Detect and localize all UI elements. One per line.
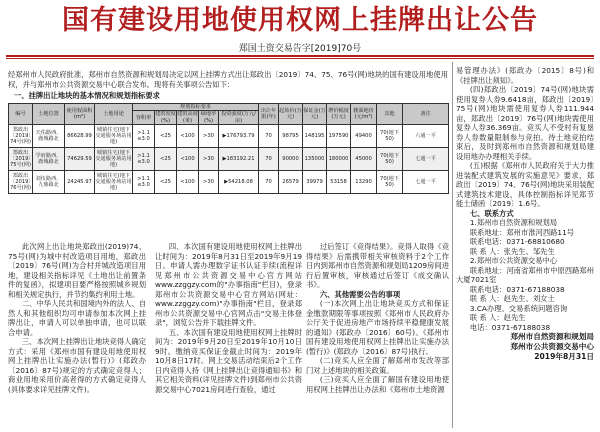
cell-green: >30 [199,171,219,194]
cell-term: 70 [259,125,279,148]
contact-line: 联系电话：0371-67188038 [469,284,565,294]
cell-term: 70 [259,171,279,194]
cell-no: 郑政出〔2019〕76号(网) [9,171,33,194]
contact-line: 联 系 人：赵先生 [469,313,526,322]
cell-deposit: 39979 [303,171,327,194]
paragraph: 过后签订《竞得结果》。竞得人取得《竞得结果》后需携带相关审核资料于2个工作日内到郑州市自然资源和规划局1209房间进行后置审核，审核通过后签订《成交确认书》。 [306,242,449,289]
cell-increment: 180000 [327,148,351,171]
cell-other: 70(地下50) [377,148,403,171]
contact-line: 2.郑州市公共资源交易中心 [469,256,558,265]
cell-note: 七通一平 [403,171,449,194]
paragraph: 二、中华人民共和国境内外的法人、自然人和其他组织均可申请参加本次网上挂牌出让，申请人可以单独申请，也可以联合申请。 [8,299,146,337]
cell-location: 天佑路西、鹿城路北 [33,125,65,148]
notice-doc-number: 郑国土资交易告字[2019]70号 [238,44,362,54]
th-use: 土地用途 [95,104,133,125]
cell-height: <100 [177,148,199,171]
th-no: 编号 [9,104,33,125]
cell-far: >1.1 ≤3.0 [133,148,155,171]
signature-line: 郑州市自然资源和规划局 [510,332,594,341]
cell-increment: 53158 [327,171,351,194]
th-invest: 投资强度(万元/亩) [219,111,259,125]
paragraph: 五、本次国有建设用地使用权网上挂牌时间为：2019年9月20日至2019年10月10日9时。缴纳竞买保证金截止时间为：2019年10月8日17时。网上交易活动结束后2个工作日内竞得人持《网上挂牌出让竞得通知书》和其它相关资料(详见挂牌文件)到郑州市公共资源交易中心7021房间进行查验，通过 [155,327,302,394]
title-rule-thick [6,55,594,57]
contact-line: 3.CA办理、交易系统问题咨询 [469,303,568,313]
cell-density: <25 [155,125,177,148]
cell-price-per-m2: 45000 [351,148,377,171]
th-term: 出让年限(年) [259,104,279,125]
paragraph: (二)竞买人应全面了解郑州市发改等部门对上述地块的相关政策。 [306,356,449,375]
cell-invest: ▶54218.08 [219,171,259,194]
cell-note: 六通一平 [403,125,449,148]
paragraph: (一)本次网上出让地块竞买方式和保证金缴款期限等事项按照《郑州市人民政府办公厅关于促进房地产市场持续平稳健康发展的通知》(郑政办〔2016〕60号)、《郑州市国有建设用地使用权网上挂牌出让实施办法(暂行)》(郑政办〔2016〕87号)执行。 [306,299,449,356]
cell-invest: ▶183192.21 [219,148,259,171]
notice-intro: 经郑州市人民政府批准，郑州市自然资源和规划局决定以网上挂牌方式出让郑政出〔2019〕74、75、76号(网)地块的国有建设用地使用权，并与郑州市公共资源交易中心联合发布。现将有关事项公告如下： [8,70,448,89]
cell-note: 七通一平 [403,148,449,171]
cell-no: 郑政出〔2019〕75号(网) [9,148,33,171]
cell-density: <25 [155,148,177,171]
cell-price-per-m2: 13290 [351,171,377,194]
cell-green: >30 [199,148,219,171]
cell-start-price: 98795 [279,125,303,148]
cell-deposit: 135000 [303,148,327,171]
cell-deposit: 148195 [303,125,327,148]
text-column-1 [8,242,146,394]
paragraph: (四)郑政出〔2019〕74号(网)地块需使用复券人券9.6418亩，郑政出〔2019〕75号(网)地块需使用复券人券111.944亩，郑政出〔2019〕76号(网)地块需使用复券人券36.369亩。竞买人不受村有复垦券人券数量限制参与竞拍。待土地竞拍结束后，及时到郑州市自然资源和规划局建设用地办办理相关手续。 [456,85,594,161]
cell-invest: ▶176793.79 [219,125,259,148]
cell-far: >1.1 ≤3.0 [133,125,155,148]
cell-green: >30 [199,125,219,148]
paragraph: (三)竞买人应全面了解国有建设用地使用权网上挂牌出让办法和《郑州市土地资源 [306,375,449,394]
cell-area: 74629.59 [65,148,95,171]
contact-heading: 七、联系方式 [469,208,514,218]
th-deposit: 保证金(万元) [303,104,327,125]
text-column-2 [155,242,302,394]
contact-line: 联 系 人：张先生、邹先生 [469,246,555,256]
contact-line: 联 系 人：赵先生、刘女士 [469,294,555,303]
cell-no: 郑政出〔2019〕74号(网) [9,125,33,148]
th-price-per-m2: 楼面地价(元/m²) [351,104,377,125]
th-height: 建筑高度(米) [177,111,198,124]
th-increment: 增价幅度(万元) [327,104,351,125]
land-parcel-table [8,103,449,194]
cell-use: 城镇住宅(地下交通服务场站用地) [95,148,133,171]
cell-area: 24245.97 [65,171,95,194]
contact-line: 联系地址：河南省郑州市中原西路郑州大厦7021室 [456,265,594,284]
cell-density: <25 [155,171,177,194]
table-row [9,171,449,194]
section-1-heading: 一、挂牌出让地块的基本情况和规划指标要求 [14,91,160,100]
cell-start-price: 26579 [279,171,303,194]
title-rule-thin [6,58,594,59]
paragraph: 此次网上出让地块郑政出(2019)74、75号(网)为城中村改造项目用地，郑政出〔2019〕76号(网)为合村并城改造项目用地，建设相关指标详见《土地出让前置条件的复函》，拟建项目要严格按照城乡规划和相关规定执行，并节约集约利用土地。 [8,242,146,299]
contact-line: 电话：0371-67188038 [469,322,551,332]
section-heading: 六、其他需要公告的事项 [319,289,401,299]
cell-location: 刘伍路西、九鼎路北 [33,171,65,194]
th-planning: 规划指标要求 [133,104,259,111]
cell-other: 70(地下50) [377,125,403,148]
notice-title: 国有建设用地使用权网上挂牌出让公告 [62,5,538,36]
paragraph: (五)根据《郑州市人民政府关于大力推进装配式建筑发展的实施意见》要求，郑政出〔2019〕74、76号(网)地块采用装配式建筑技术建设，具体控制指标详见郑节能土储函〔2019〕1.6号。 [456,161,594,208]
th-location: 土地位置 [33,104,65,125]
signature-line: 2019年8月31日 [534,351,594,361]
cell-use: 城镇住宅(地下交通服务场站用地) [95,125,133,148]
cell-other: 70(地下50) [377,171,403,194]
cell-height: <100 [177,171,199,194]
cell-area: 86628.99 [65,125,95,148]
contact-line: 联系电话：0371-68810680 [469,237,565,246]
contact-line: 1.郑州市自然资源和规划局 [469,218,558,227]
paragraph: 四、本次国有建设用地使用权网上挂牌出让时间为：2019年8月31日至2019年9月19日。申请人需办理数字证书认证手续(流程详见郑州市公共资源交易中心官方网站www.zzggzy.com的"办事指南"栏目)，登录郑州市公共资源交易中心官方网站(网址：www.zzggzy.com)"办事指南"栏目，登录郑州市公共资源交易中心官网点击"交易主体登录"，浏览公告并下载挂牌文件。 [155,242,302,327]
signature-line: 郑州市公共资源交易中心 [510,341,594,351]
th-density: 建筑密度(%) [155,111,176,124]
text-column-3 [306,242,449,394]
cell-price-per-m2: 49400 [351,125,377,148]
th-start-price: 起始价(万元) [279,104,303,125]
paragraph: 易管理办法》(郑政办〔2015〕8号)和《挂牌出让须知》。 [456,66,594,85]
th-area: 使用权面积(m²) [65,104,95,125]
paragraph: 三、本次网上挂牌出让地块竞得人确定方式：采用《郑州市国有建设用地使用权网上挂牌出让实施办法(暂行)》(郑政办〔2016〕87号)规定的方式确定竞得人；商业用地采用价高者得的方式确定竞得人(具体要求详见挂牌文件)。 [8,337,146,394]
cell-height: <100 [177,125,199,148]
th-far: 容积率 [133,111,155,125]
table-row [9,148,449,171]
contact-line: 联系地址：郑州市淮河西路11号 [469,227,575,237]
th-note: 备注 [403,104,449,125]
cell-use: 城镇住宅(地下交通服务场站用地) [95,171,133,194]
column-divider [452,62,453,428]
text-column-4 [456,66,594,361]
cell-term: 70 [259,148,279,171]
cell-start-price: 90000 [279,148,303,171]
cell-far: >1.1 ≤3.0 [133,171,155,194]
th-other: 其他 [377,104,403,125]
cell-location: 学府路西、鹿城路北 [33,148,65,171]
cell-increment: 197590 [327,125,351,148]
th-green: 绿地率(%) [199,111,219,125]
table-row [9,125,449,148]
